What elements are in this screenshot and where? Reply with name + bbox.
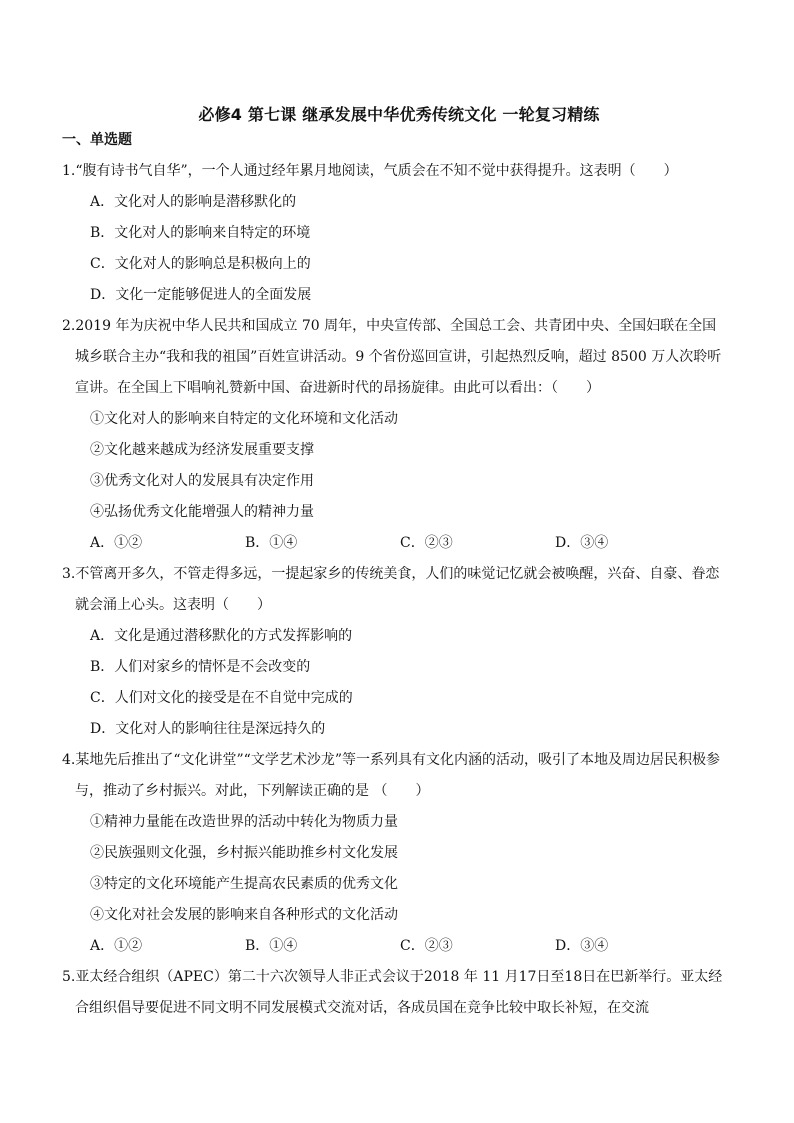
choice-a[interactable]: A．①② (90, 938, 143, 954)
question-text: “腹有诗书气自华”，一个人通过经年累月地阅读，气质会在不知不觉中获得提升。这表明（ ） (75, 163, 678, 179)
question-stem (62, 962, 723, 1024)
option-b[interactable]: B．文化对人的影响来自特定的环境 (90, 225, 311, 241)
statement-3: ③特定的文化环境能产生提高农民素质的优秀文化 (90, 876, 398, 892)
question-5 (62, 962, 723, 1024)
statement-2: ②民族强则文化强，乡村振兴能助推乡村文化发展 (90, 845, 398, 861)
question-stem (62, 559, 723, 621)
question-stem (62, 156, 723, 187)
statement-1: ①精神力量能在改造世界的活动中转化为物质力量 (90, 814, 398, 830)
option-d[interactable]: D．文化一定能够促进人的全面发展 (90, 287, 312, 303)
choice-d[interactable]: D．③④ (555, 535, 609, 551)
document-title: 必修4 第七课 继承发展中华优秀传统文化 一轮复习精练 (198, 105, 600, 124)
section-heading: 一、单选题 (62, 132, 132, 148)
option-c[interactable]: C．文化对人的影响总是积极向上的 (90, 256, 311, 272)
question-stem (62, 745, 723, 807)
choice-d[interactable]: D．③④ (555, 938, 609, 954)
choice-b[interactable]: B．①④ (245, 535, 298, 551)
question-number: 1. (62, 163, 76, 179)
question-text: 2019 年为庆祝中华人民共和国成立 70 周年，中央宣传部、全国总工会、共青团中央、全国妇联在全国城乡联合主办“我和我的祖国”百姓宣讲活动。9 个省份巡回宣讲，引起热烈反响，超过 8500 万人次聆听宣讲。在全国上下唱响礼赞新中国、奋进新时代的昂扬旋律。由此可以看出：（ ） (75, 318, 722, 396)
choice-b[interactable]: B．①④ (245, 938, 298, 954)
question-4 (62, 745, 723, 962)
choice-c[interactable]: C．②③ (400, 938, 453, 954)
question-number: 3. (62, 566, 76, 582)
choice-a[interactable]: A．①② (90, 535, 143, 551)
option-d[interactable]: D．文化对人的影响往往是深远持久的 (90, 721, 326, 737)
option-a[interactable]: A．文化对人的影响是潜移默化的 (90, 194, 297, 210)
question-number: 5. (62, 969, 76, 985)
question-3 (62, 559, 723, 745)
question-stem (62, 311, 723, 404)
option-b[interactable]: B．人们对家乡的情怀是不会改变的 (90, 659, 311, 675)
statement-2: ②文化越来越成为经济发展重要支撑 (90, 442, 314, 458)
document-page (62, 104, 723, 1024)
option-c[interactable]: C．人们对文化的接受是在不自觉中完成的 (90, 690, 353, 706)
question-1 (62, 156, 723, 311)
statement-4: ④文化对社会发展的影响来自各种形式的文化活动 (90, 907, 398, 923)
choice-row (90, 931, 723, 962)
statement-1: ①文化对人的影响来自特定的文化环境和文化活动 (90, 411, 398, 427)
question-number: 2. (62, 318, 76, 334)
option-a[interactable]: A．文化是通过潜移默化的方式发挥影响的 (90, 628, 353, 644)
statement-4: ④弘扬优秀文化能增强人的精神力量 (90, 504, 314, 520)
question-text: 亚太经合组织（APEC）第二十六次领导人非正式会议于2018 年 11 月17日至18日在巴新举行。亚太经合组织倡导要促进不同文明不同发展模式交流对话，各成员国在竞争比较中取长补短，在交流 (75, 969, 723, 1016)
question-text: 某地先后推出了“文化讲堂”“文学艺术沙龙”等一系列具有文化内涵的活动，吸引了本地及周边居民积极参与，推动了乡村振兴。对此，下列解读正确的是 （ ） (75, 752, 720, 799)
question-text: 不管离开多久，不管走得多远，一提起家乡的传统美食，人们的味觉记忆就会被唤醒，兴奋、自豪、眷恋就会涌上心头。这表明（ ） (75, 566, 720, 613)
choice-row (90, 528, 723, 559)
choice-c[interactable]: C．②③ (400, 535, 453, 551)
statement-3: ③优秀文化对人的发展具有决定作用 (90, 473, 314, 489)
question-2 (62, 311, 723, 559)
question-number: 4. (62, 752, 76, 768)
